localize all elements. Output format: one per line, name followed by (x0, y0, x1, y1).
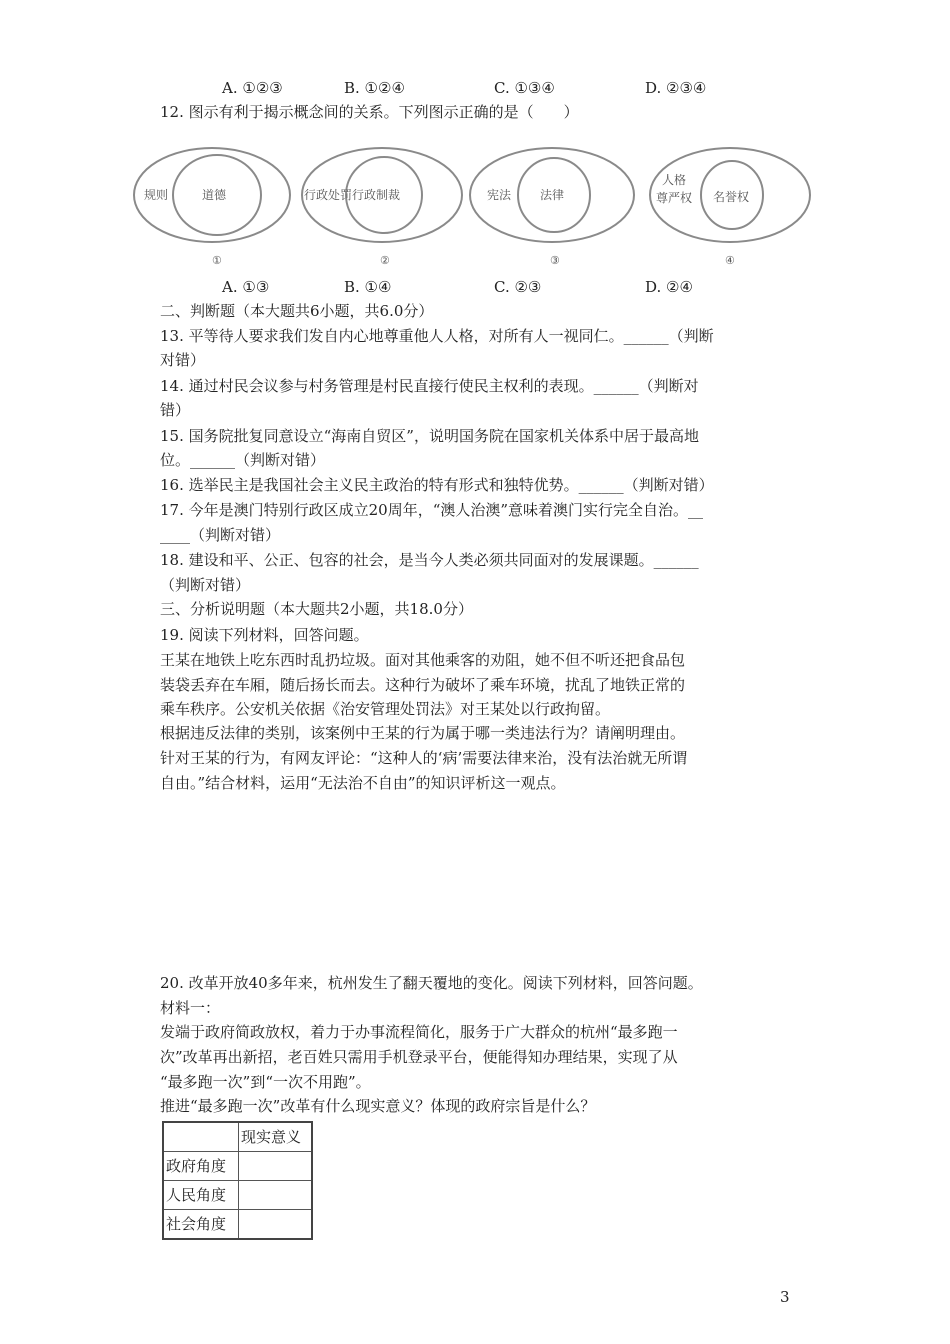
diagram3-outer-label: 宪法 (487, 188, 512, 202)
judge-line: 16. 选举民主是我国社会主义民主政治的特有形式和独特优势。______（判断对错） (160, 476, 714, 494)
q19-line: 乘车秩序。公安机关依据《治安管理处罚法》对王某处以行政拘留。 (160, 700, 611, 718)
q19-line: 装袋丢弃在车厢，随后扬长而去。这种行为破坏了乘车环境，扰乱了地铁正常的 (160, 676, 686, 694)
judge-line: 17. 今年是澳门特别行政区成立20周年，“澳人治澳”意味着澳门实行完全自治。__ (160, 501, 704, 519)
table-row (163, 1210, 312, 1240)
judge-line: 14. 通过村民会议参与村务管理是村民直接行使民主权利的表现。______（判断对 (160, 377, 699, 395)
judge-line: ____（判断对错） (160, 526, 281, 544)
q19-line: 19. 阅读下列材料，回答问题。 (160, 626, 369, 644)
table-row (163, 1122, 312, 1152)
diagram1-inner-label: 道德 (202, 188, 227, 202)
q19-line: 自由。”结合材料，运用“无法治不自由”的知识评析这一观点。 (160, 774, 566, 792)
diagram4-number: ④ (725, 254, 735, 267)
diagram4-outer-label-2: 尊严权 (656, 191, 693, 205)
table-row-label: 人民角度 (163, 1181, 239, 1210)
diagram2-number: ② (380, 254, 390, 267)
q19-line: 针对王某的行为，有网友评论：“这种人的‘病’需要法律来治，没有法治就无所谓 (160, 749, 688, 767)
diagram4-inner-label: 名誉权 (713, 190, 750, 204)
judge-line: 错） (160, 401, 191, 419)
judge-line: 18. 建设和平、公正、包容的社会，是当今人类必须共同面对的发展课题。______ (160, 551, 699, 569)
table-row (163, 1152, 312, 1181)
table-row (163, 1181, 312, 1210)
table-row-label: 政府角度 (163, 1152, 239, 1181)
diagram1-outer-label: 规则 (144, 188, 169, 202)
q20-line: 材料一： (160, 999, 221, 1017)
q20-line: “最多跑一次”到“一次不用跑”。 (160, 1073, 371, 1091)
diagram3-inner-label: 法律 (540, 188, 565, 202)
page-number: 3 (780, 1288, 790, 1306)
q12-option-b: B. ①④ (344, 278, 392, 296)
q19-line: 王某在地铁上吃东西时乱扔垃圾。面对其他乘客的劝阻，她不但不听还把食品包 (160, 651, 686, 669)
q12-option-a: A. ①③ (222, 278, 270, 296)
judge-line: （判断对错） (160, 576, 251, 594)
diagram3-number: ③ (550, 254, 560, 267)
q19-line: 根据违反法律的类别，该案例中王某的行为属于哪一类违法行为？请阐明理由。 (160, 724, 686, 742)
q11-option-d: D. ②③④ (645, 79, 707, 97)
q11-option-c: C. ①③④ (494, 79, 555, 97)
diagram4-outer-label-1: 人格 (662, 173, 687, 187)
q12-option-d: D. ②④ (645, 278, 693, 296)
table-answer-cell[interactable] (239, 1152, 313, 1181)
significance-table (162, 1121, 313, 1240)
table-header-cell: 现实意义 (239, 1122, 313, 1152)
table-row-label: 社会角度 (163, 1210, 239, 1240)
q20-line: 发端于政府简政放权，着力于办事流程简化，服务于广大群众的杭州“最多跑一 (160, 1023, 678, 1041)
judge-line: 15. 国务院批复同意设立“海南自贸区”，说明国务院在国家机关体系中居于最高地 (160, 427, 699, 445)
q11-option-b: B. ①②④ (344, 79, 405, 97)
judge-line: 对错） (160, 351, 206, 369)
q11-option-a: A. ①②③ (222, 79, 283, 97)
judge-line: 13. 平等待人要求我们发自内心地尊重他人人格，对所有人一视同仁。______（判断 (160, 327, 714, 345)
section-heading-analysis: 三、分析说明题（本大题共2小题，共18.0分） (160, 600, 473, 618)
q12-option-c: C. ②③ (494, 278, 542, 296)
q12-question: 12. 图示有利于揭示概念间的关系。下列图示正确的是（ ） (160, 103, 579, 121)
table-cell (163, 1122, 239, 1152)
diagram2-inner-label: 行政制裁 (352, 188, 401, 202)
judge-line: 位。______（判断对错） (160, 451, 326, 469)
q20-line: 次”改革再出新招，老百姓只需用手机登录平台，便能得知办理结果，实现了从 (160, 1048, 678, 1066)
q20-line: 20. 改革开放40多年来，杭州发生了翻天覆地的变化。阅读下列材料，回答问题。 (160, 974, 703, 992)
concept-diagrams (132, 140, 822, 270)
section-heading-judge: 二、判断题（本大题共6小题，共6.0分） (160, 302, 434, 320)
table-answer-cell[interactable] (239, 1181, 313, 1210)
q20-line: 推进“最多跑一次”改革有什么现实意义？体现的政府宗旨是什么？ (160, 1097, 596, 1115)
table-answer-cell[interactable] (239, 1210, 313, 1240)
diagram2-outer-label: 行政处罚 (304, 188, 353, 202)
diagram1-number: ① (212, 254, 222, 267)
